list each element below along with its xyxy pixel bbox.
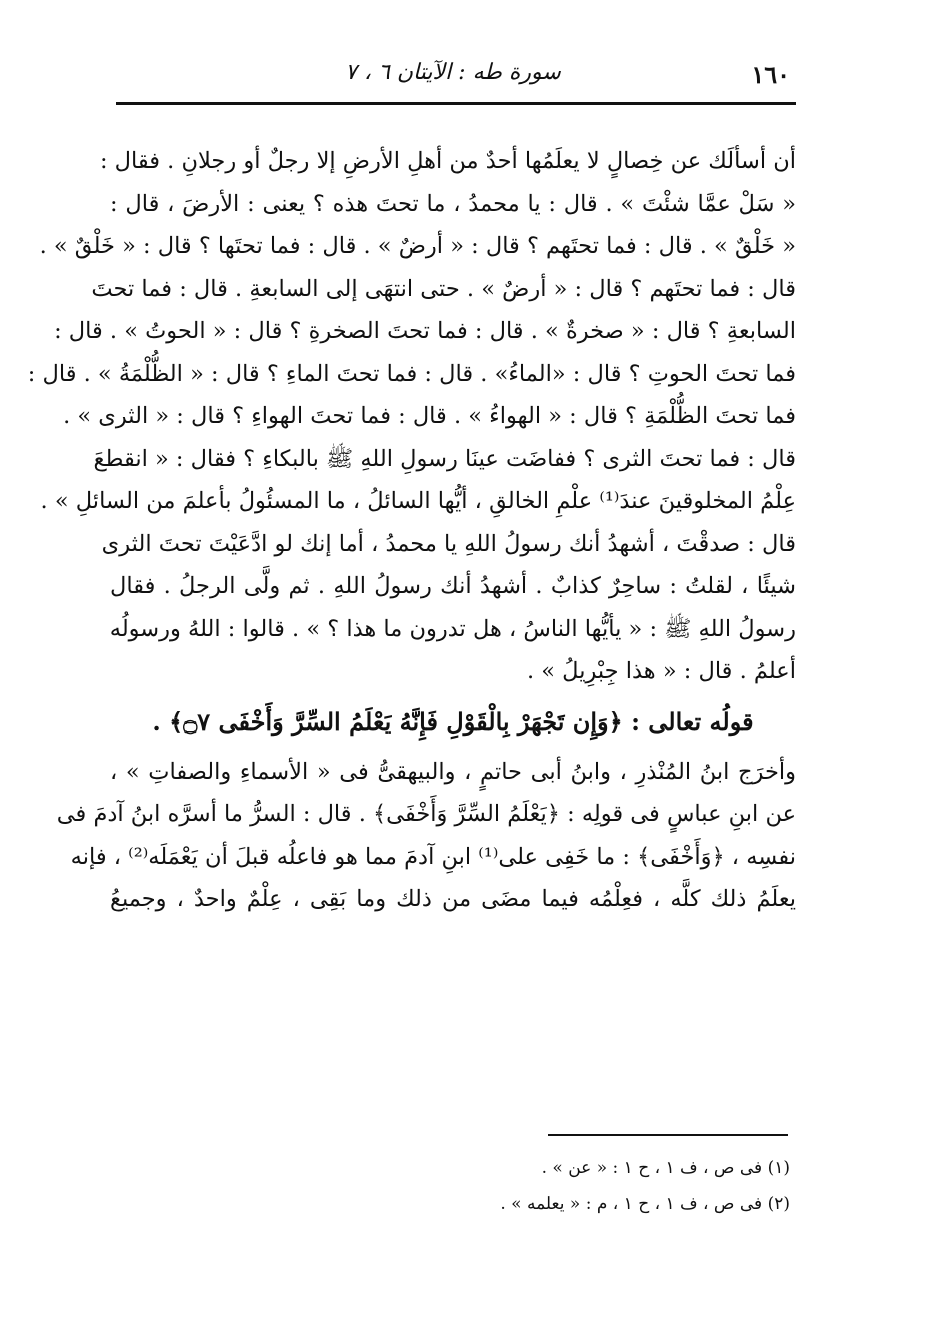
footnote: (٢) فى ص ، ف ١ ، ح ١ ، م : « يعلمه » . xyxy=(500,1194,790,1214)
main-text xyxy=(27,140,796,921)
text-line: فما تحتَ الحوتِ ؟ قال : «الماءُ» . قال : فما تحتَ الماءِ ؟ قال : « الظُّلْمَةُ » . قال : xyxy=(27,360,796,387)
text-line: « خَلْقٌ » . قال : فما تحتَهم ؟ قال : « أرضٌ » . قال : فما تحتَها ؟ قال : « خَلْقٌ » . xyxy=(39,233,796,259)
footnote: (١) فى ص ، ف ١ ، ح ١ : « عن » . xyxy=(541,1158,790,1178)
header-rule xyxy=(116,102,796,105)
running-title: سورة طه : الآيتان ٦ ، ٧ xyxy=(345,60,561,85)
text-line: يعلَمُ ذلك كلَّه ، فعِلْمُه فيما مضَى من ذلك وما بَقِى ، عِلْمٌ واحدٌ ، وجميعُ xyxy=(110,886,796,912)
text-line: السابعةِ ؟ قال : « صخرةٌ » . قال : فما تحتَ الصخرةِ ؟ قال : « الحوتُ » . قال : xyxy=(54,318,796,344)
text-line: عِلْمُ المخلوقينَ عندَ⁽¹⁾ علْمِ الخالقِ ، أيُّها السائلُ ، ما المسئُولُ بأعلمَ من السائلِ » . xyxy=(40,488,796,514)
text-line: نفسِه ، ﴿وَأَخْفَى﴾ : ما خَفِى على⁽¹⁾ ابنِ آدمَ مما هو فاعلُه قبلَ أن يَعْمَلَه⁽²⁾ ، فإنه xyxy=(70,843,796,870)
text-line: شيئًا ، لقلتُ : ساحِرٌ كذابٌ . أشهدُ أنك رسولُ اللهِ . ثم ولَّى الرجلُ . فقال xyxy=(110,573,796,599)
footnote-rule xyxy=(548,1134,788,1136)
footnotes xyxy=(110,1150,790,1222)
page-header xyxy=(118,58,790,98)
text-line: قال : فما تحتَ الثرى ؟ ففاضَت عينَا رسولِ اللهِ ﷺ بالبكاءِ ؟ فقال : « انقطعَ xyxy=(93,445,796,472)
text-line: عن ابنِ عباسٍ فى قولِه : ﴿يَعْلَمُ السِّرَّ وَأَخْفَى﴾ . قال : السرُّ ما أسرَّه ابنُ آدمَ فى xyxy=(56,801,796,827)
text-line: « سَلْ عمَّا شئْتَ » . قال : يا محمدُ ، ما تحتَ هذه ؟ يعنى : الأرضَ ، قال : xyxy=(110,190,796,217)
text-line: رسولُ اللهِ ﷺ : « يأيُّها الناسُ ، هل تدرون ما هذا ؟ » . قالوا : اللهُ ورسولُه xyxy=(109,615,796,642)
text-line: قال : صدقْتَ ، أشهدُ أنك رسولُ اللهِ يا محمدُ ، أما إنك لو ادَّعَيْتَ تحتَ الثرى xyxy=(101,530,796,557)
text-line: وأخرَج ابنُ المُنْذرِ ، وابنُ أبى حاتمٍ ، والبيهقىُّ فى « الأسماءِ والصفاتِ » ، xyxy=(110,758,796,785)
text-line: أعلمُ . قال : « هذا جِبْرِيلُ » . xyxy=(526,658,796,684)
verse-heading: قولُه تعالى : ﴿وَإِن تَجْهَرْ بِالْقَوْلِ فَإِنَّهُ يَعْلَمُ السِّرَّ وَأَخْفَى ۝٧﴾ . xyxy=(152,706,754,736)
text-line: فما تحتَ الظُّلْمَةِ ؟ قال : « الهواءُ » . قال : فما تحتَ الهواءِ ؟ قال : « الثرى » . xyxy=(63,403,796,429)
text-line: قال : فما تحتَهم ؟ قال : « أرضٌ » . حتى انتهَى إلى السابعةِ . قال : فما تحتَ xyxy=(91,275,796,302)
page-number: ١٦٠ xyxy=(751,60,790,89)
text-line: أن أسألَك عن خِصالٍ لا يعلَمُها أحدٌ من أهلِ الأرضِ إلا رجلٌ أو رجلانِ . فقال : xyxy=(99,148,796,174)
